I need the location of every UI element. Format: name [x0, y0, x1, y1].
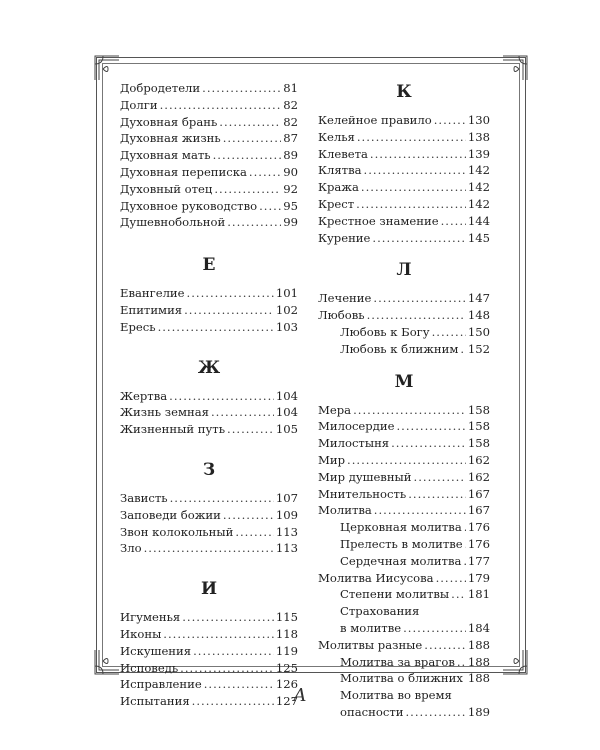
dot-leader [182, 609, 274, 626]
entry-title: опасности [340, 704, 404, 719]
index-entry [318, 654, 490, 671]
dot-leader [361, 179, 466, 196]
index-entry [120, 643, 298, 660]
entry-title: Милостыня [318, 436, 390, 451]
entry-page: 181 [467, 587, 490, 602]
entry-page: 142 [467, 180, 490, 195]
index-entry [318, 341, 490, 358]
entry-title: Ересь [120, 319, 156, 334]
entry-page: 101 [275, 286, 298, 301]
entry-title: Любовь [318, 308, 365, 323]
entry-page: 167 [467, 486, 490, 501]
section-letter: М [394, 371, 414, 392]
index-entry [318, 502, 490, 519]
entry-title: Церковная молитва [340, 520, 462, 535]
index-section [120, 458, 298, 557]
entry-page: 103 [275, 319, 298, 334]
dot-leader [424, 637, 466, 654]
entry-page: 177 [467, 553, 490, 568]
index-entry [318, 290, 490, 307]
entry-title: Искушения [120, 643, 192, 658]
index-entry [120, 198, 298, 215]
dot-leader [391, 435, 466, 452]
dot-leader [163, 626, 274, 643]
entry-title: Лечение [318, 291, 372, 306]
index-entry [318, 162, 490, 179]
index-section [318, 370, 490, 721]
dot-leader [373, 290, 465, 307]
section-letter: З [202, 459, 216, 480]
entry-page: 113 [275, 541, 298, 556]
entry-title: Степени молитвы [340, 587, 450, 602]
entry-title: Молитва во время [340, 688, 452, 703]
entry-page: 176 [467, 520, 490, 535]
index-entry [318, 637, 490, 654]
index-entry [120, 660, 298, 677]
entry-title: Молитвы разные [318, 637, 423, 652]
index-entry [120, 626, 298, 643]
entry-title: Евангелие [120, 286, 185, 301]
dot-leader [405, 704, 465, 721]
entry-page: 152 [467, 341, 490, 356]
entry-page: 167 [467, 503, 490, 518]
index-section [120, 253, 298, 335]
dot-leader [465, 536, 466, 553]
entry-title: Духовная переписка [120, 164, 247, 179]
entry-title: Страхования [340, 604, 420, 619]
dot-leader [347, 452, 466, 469]
entry-page: 105 [275, 422, 298, 437]
dot-leader [249, 164, 281, 181]
dot-leader [227, 214, 281, 231]
entry-title: Исправление [120, 677, 202, 692]
index-entry [120, 490, 298, 507]
entry-page: 102 [275, 302, 298, 317]
dot-leader [227, 421, 274, 438]
dot-leader [364, 162, 466, 179]
dot-leader [259, 198, 281, 215]
section-letter: И [200, 579, 218, 600]
index-entry [318, 129, 490, 146]
entry-title: Жертва [120, 388, 168, 403]
dot-leader [202, 80, 281, 97]
dot-leader [144, 540, 274, 557]
dot-leader [460, 341, 465, 358]
index-entry [318, 586, 490, 603]
entry-page: 144 [467, 213, 490, 228]
dot-leader [374, 502, 466, 519]
entry-title: Иконы [120, 626, 162, 641]
index-entry [318, 196, 490, 213]
dot-leader [213, 147, 282, 164]
dot-leader [187, 285, 274, 302]
dot-leader [403, 620, 466, 637]
entry-title: Крестное знамение [318, 213, 439, 228]
entry-title: Молитва [318, 503, 372, 518]
entry-title: Испытания [120, 694, 190, 709]
dot-leader [432, 324, 466, 341]
dot-leader [414, 469, 466, 486]
dot-leader [463, 553, 465, 570]
dot-leader [211, 404, 274, 421]
entry-page: 189 [467, 704, 490, 719]
dot-leader [235, 524, 274, 541]
index-entry [318, 402, 490, 419]
entry-page: 109 [275, 507, 298, 522]
entry-page: 127 [275, 694, 298, 709]
entry-page: 95 [283, 198, 298, 213]
entry-page: 158 [467, 419, 490, 434]
index-entry [120, 319, 298, 336]
index-section [318, 258, 490, 357]
index-entry [318, 603, 490, 620]
entry-page: 158 [467, 402, 490, 417]
entry-page: 81 [283, 81, 298, 95]
entry-page: 130 [467, 113, 490, 127]
index-entry [120, 80, 298, 97]
entry-page: 92 [283, 181, 298, 196]
index-entry [318, 307, 490, 324]
index-entry [318, 452, 490, 469]
entry-page: 150 [467, 324, 490, 339]
dot-leader [160, 97, 282, 114]
entry-title: Мера [318, 402, 352, 417]
entry-title: Молитва о ближних [340, 671, 463, 686]
index-entry [318, 418, 490, 435]
entry-page: 145 [467, 230, 490, 245]
index-entry [318, 469, 490, 486]
entry-title: Келья [318, 129, 355, 144]
entry-page: 188 [467, 654, 490, 669]
entry-page: 89 [283, 148, 298, 163]
corner-ornament-icon [94, 55, 120, 81]
entry-title: в молитве [340, 620, 402, 635]
entry-page: 162 [467, 469, 490, 484]
index-entry [120, 302, 298, 319]
index-entry [318, 435, 490, 452]
index-entry [318, 213, 490, 230]
dot-leader [169, 388, 274, 405]
entry-title: Крест [318, 196, 355, 211]
dot-leader [370, 146, 466, 163]
corner-ornament-icon [502, 55, 528, 81]
entry-title: Мнительность [318, 486, 407, 501]
dot-leader [180, 660, 274, 677]
index-entry [120, 130, 298, 147]
index-entry [318, 112, 490, 129]
dot-leader [356, 196, 466, 213]
index-entry [318, 620, 490, 637]
entry-title: Мир [318, 452, 346, 467]
index-entry [120, 164, 298, 181]
entry-page: 162 [467, 452, 490, 467]
index-section [120, 80, 298, 231]
dot-leader [441, 213, 466, 230]
entry-page: 104 [275, 388, 298, 403]
entry-title: Долги [120, 97, 158, 112]
index-entry [318, 324, 490, 341]
entry-page: 118 [275, 626, 298, 641]
entry-title: Духовная брань [120, 114, 218, 129]
index-entry [318, 519, 490, 536]
dot-leader [457, 654, 466, 671]
entry-title: Заповеди божии [120, 507, 221, 522]
entry-page: 119 [275, 643, 298, 658]
entry-page: 107 [275, 490, 298, 505]
entry-title: Мир душевный [318, 469, 412, 484]
entry-page: 99 [283, 215, 298, 230]
entry-title: Игуменья [120, 610, 181, 625]
index-entry [120, 507, 298, 524]
entry-title: Курение [318, 230, 371, 245]
entry-page: 125 [275, 660, 298, 675]
entry-title: Добродетели [120, 81, 201, 95]
entry-page: 148 [467, 308, 490, 323]
entry-page: 147 [467, 291, 490, 306]
entry-title: Зло [120, 541, 142, 556]
entry-page: 188 [467, 637, 490, 652]
entry-page: 139 [467, 146, 490, 161]
dot-leader [408, 486, 466, 503]
index-entry [120, 609, 298, 626]
entry-title: Клевета [318, 146, 368, 161]
entry-page: 158 [467, 436, 490, 451]
index-column-right [318, 80, 490, 721]
index-entry [120, 214, 298, 231]
dot-leader [464, 519, 466, 536]
entry-title: Духовная жизнь [120, 131, 221, 146]
entry-page: 184 [467, 620, 490, 635]
dot-leader [184, 302, 274, 319]
entry-title: Душевнобольной [120, 215, 226, 230]
entry-page: 176 [467, 536, 490, 551]
index-entry [120, 285, 298, 302]
index-column-left [120, 80, 298, 710]
dot-leader [436, 570, 466, 587]
index-entry [318, 553, 490, 570]
entry-page: 113 [275, 524, 298, 539]
section-letter: К [396, 82, 412, 102]
entry-page: 142 [467, 163, 490, 178]
dot-leader [214, 181, 281, 198]
page-folio: А [293, 685, 307, 706]
index-entry [120, 524, 298, 541]
entry-title: Жизненный путь [120, 422, 226, 437]
entry-title: Звон колокольный [120, 524, 234, 539]
dot-leader [193, 643, 274, 660]
entry-title: Жизнь земная [120, 405, 209, 420]
entry-page: 82 [283, 97, 298, 112]
entry-title: Милосердие [318, 419, 395, 434]
entry-title: Любовь к Богу [340, 324, 430, 339]
entry-page: 179 [467, 570, 490, 585]
entry-title: Прелесть в молитве [340, 536, 463, 551]
dot-leader [396, 418, 465, 435]
index-entry [120, 97, 298, 114]
entry-page: 126 [275, 677, 298, 692]
entry-page: 138 [467, 129, 490, 144]
index-entry [120, 421, 298, 438]
dot-leader [367, 307, 466, 324]
section-letter: Л [396, 260, 412, 281]
index-section [318, 80, 490, 246]
index-entry [120, 540, 298, 557]
index-entry [318, 570, 490, 587]
index-entry [318, 230, 490, 247]
index-entry [120, 404, 298, 421]
entry-title: Молитва за врагов [340, 654, 455, 669]
entry-page: 115 [275, 610, 298, 625]
dot-leader [223, 507, 274, 524]
index-entry [120, 181, 298, 198]
section-letter: Ж [197, 357, 221, 378]
entry-title: Зависть [120, 490, 168, 505]
index-entry [318, 146, 490, 163]
entry-title: Кража [318, 180, 359, 195]
entry-title: Любовь к ближним [340, 341, 459, 356]
dot-leader [170, 490, 274, 507]
index-entry [318, 179, 490, 196]
entry-title: Клятва [318, 163, 362, 178]
index-entry [318, 536, 490, 553]
dot-leader [372, 230, 465, 247]
index-entry [318, 486, 490, 503]
entry-title: Келейное правило [318, 113, 432, 127]
entry-title: Духовная мать [120, 148, 211, 163]
entry-title: Сердечная молитва [340, 553, 462, 568]
corner-ornament-icon [502, 649, 528, 675]
entry-page: 142 [467, 196, 490, 211]
entry-title: Исповедь [120, 660, 179, 675]
entry-title: Епитимия [120, 302, 183, 317]
index-entry [120, 114, 298, 131]
dot-leader [451, 586, 466, 603]
index-section [120, 356, 298, 438]
entry-title: Духовное руководство [120, 198, 258, 213]
entry-page: 188 [467, 671, 490, 686]
entry-title: Духовный отец [120, 181, 213, 196]
dot-leader [434, 112, 466, 129]
index-entry [318, 704, 490, 721]
index-entry [120, 388, 298, 405]
entry-page: 82 [283, 114, 298, 129]
index-entry [120, 147, 298, 164]
entry-page: 104 [275, 405, 298, 420]
entry-page: 90 [283, 164, 298, 179]
section-letter: Е [202, 255, 216, 276]
dot-leader [219, 114, 281, 131]
entry-title: Молитва Иисусова [318, 570, 434, 585]
dot-leader [223, 130, 282, 147]
dot-leader [357, 129, 466, 146]
entry-page: 87 [283, 131, 298, 146]
dot-leader [353, 402, 466, 419]
corner-ornament-icon [94, 649, 120, 675]
dot-leader [158, 319, 274, 336]
